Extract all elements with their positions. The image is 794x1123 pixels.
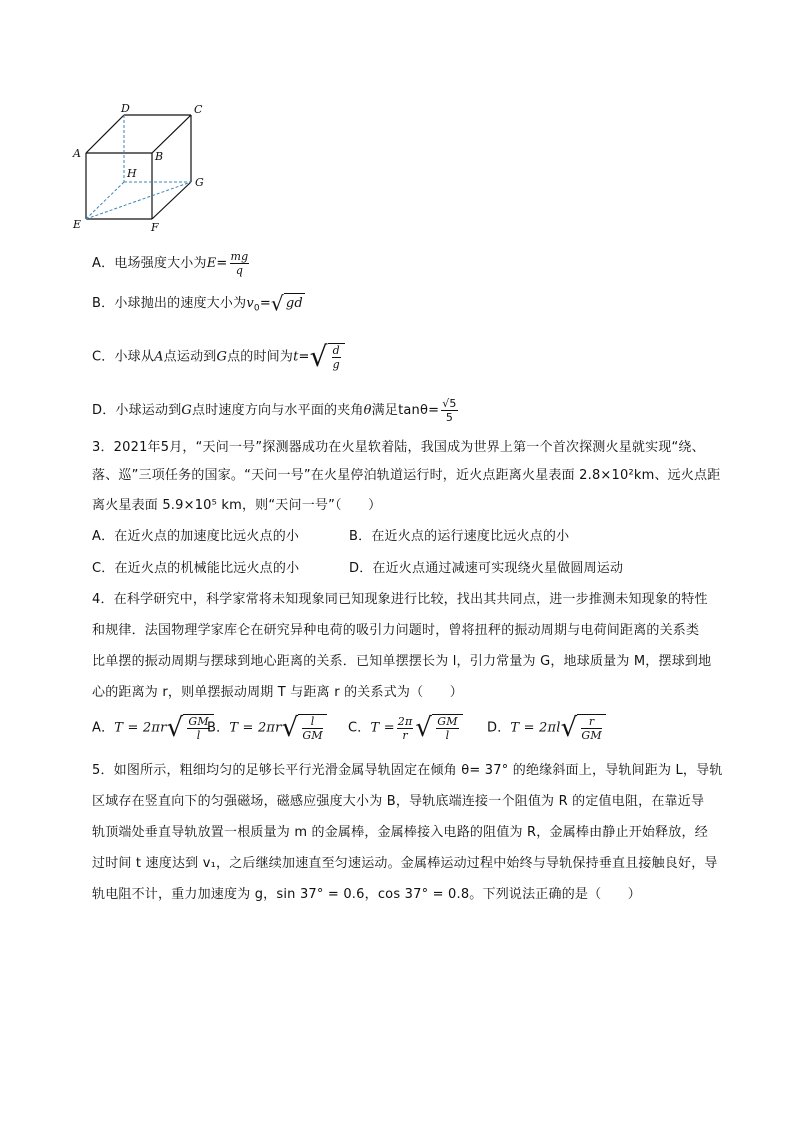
cube-figure [66,100,216,235]
vertex-A: A [73,147,81,160]
q3-line-2: 落、巡”三项任务的国家。“天问一号”在火星停泊轨道运行时，近火点距离火星表面 2.8×10²km、远火点距 [92,468,721,483]
q3-option-c: C．在近火点的机械能比远火点的小 [92,561,300,576]
q2-option-b: B．小球抛出的速度大小为$v_0=√$ gd [92,291,303,316]
q4-option-d: D．T = 2πl√ $\frac{r}{GM}$ [487,714,606,742]
q5-line-5: 轨电阻不计，重力加速度为 g，sin 37° = 0.6，cos 37° = 0.8。下列说法正确的是（ ） [92,887,641,902]
vertex-D: D [121,102,130,115]
q4-line-4: 心的距离为 r，则单摆振动周期 T 与距离 r 的关系式为（ ） [92,685,463,700]
q2-option-d: D．小球运动到G点时速度方向与水平面的夹角θ满足tanθ= $\frac{√5}{5}$ [92,397,457,424]
vertex-C: C [194,103,203,116]
vertex-H: H [127,167,137,180]
vertex-F: F [151,221,159,234]
q3-option-a: A．在近火点的加速度比远火点的小 [92,529,300,544]
q4-line-3: 比单摆的振动周期与摆球到地心距离的关系．已知单摆摆长为 l，引力常量为 G，地球质量为 M，摆球到地 [92,654,712,669]
q3-line-1: 3．2021年5月，“天问一号”探测器成功在火星软着陆，我国成为世界上第一个首次探测火星就实现“绕、 [92,440,705,455]
vertex-G: G [195,176,204,189]
q2-option-a: A．电场强度大小为E= $\frac{mg}{q}$ [92,250,249,277]
q4-option-a: A．T = 2πr√ $\frac{GM}{l}$ [92,714,214,742]
vertex-E: E [73,218,82,231]
q2-option-c: C．小球从A点运动到G点的时间为t=√ $\frac{d}{g}$ [92,343,345,371]
q4-line-2: 和规律．法国物理学家库仑在研究异种电荷的吸引力问题时，曾将扭秤的振动周期与电荷间距离的关系类 [92,623,700,638]
q3-line-3: 离火星表面 5.9×10⁵ km，则“天问一号”（ ） [92,498,382,513]
q4-option-b: B．T = 2πr√ $\frac{l}{GM}$ [207,714,327,742]
q5-line-3: 轨顶端处垂直导轨放置一根质量为 m 的金属棒，金属棒接入电路的阻值为 R，金属棒由静止开始释放，经 [92,825,708,840]
q3-option-d: D．在近火点通过减速可实现绕火星做圆周运动 [349,561,624,576]
q5-line-4: 过时间 t 速度达到 v₁，之后继续加速直至匀速运动。金属棒运动过程中始终与导轨保持垂直且接触良好，导 [92,856,718,871]
q5-line-2: 区域存在竖直向下的匀强磁场，磁感应强度大小为 B，导轨底端连接一个阻值为 R 的定值电阻，在靠近导 [92,794,705,809]
vertex-B: B [155,150,164,163]
q5-line-1: 5．如图所示，粗细均匀的足够长平行光滑金属导轨固定在倾角 θ= 37° 的绝缘斜面上，导轨间距为 L，导轨 [92,763,723,778]
q4-option-c: C．T = $\frac{2\pi}{r}$ √ $\frac{GM}{l}$ [348,714,463,742]
q3-option-b: B．在近火点的运行速度比远火点的小 [349,529,570,544]
q4-line-1: 4．在科学研究中，科学家常将未知现象同已知现象进行比较，找出其共同点，进一步推测未知现象的特性 [92,592,708,607]
